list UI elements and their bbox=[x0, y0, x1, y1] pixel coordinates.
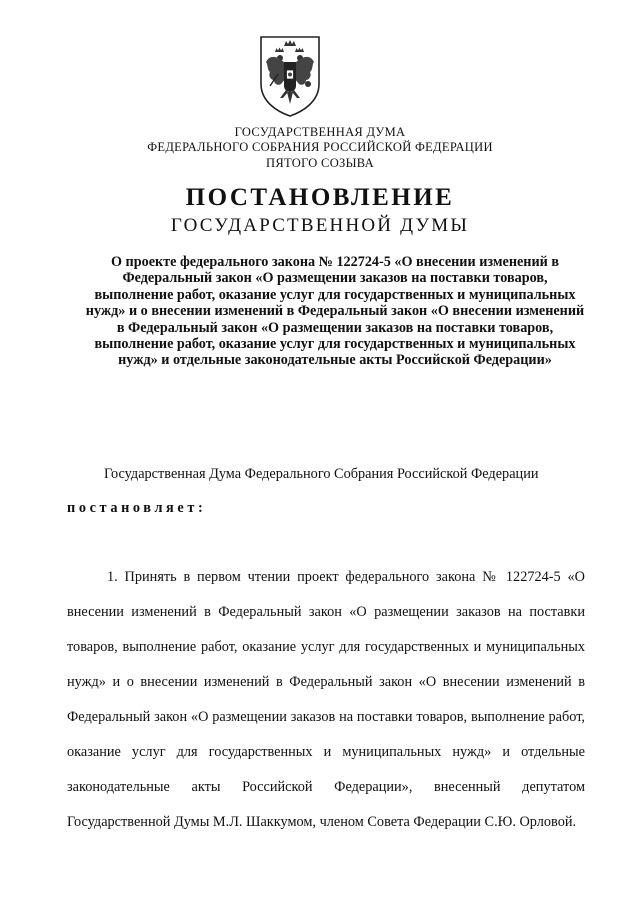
header-line-duma: ГОСУДАРСТВЕННАЯ ДУМА bbox=[234, 125, 406, 139]
header-line-convocation: ПЯТОГО СОЗЫВА bbox=[266, 156, 374, 170]
document-subtitle: ГОСУДАРСТВЕННОЙ ДУМЫ bbox=[170, 215, 470, 236]
coat-of-arms-emblem bbox=[258, 34, 322, 118]
resolves-word: постановляет: bbox=[67, 500, 207, 516]
resolution-item-1: 1. Принять в первом чтении проект федерального закона № 122724-5 «О внесении изменений в Федеральный закон «О размещении заказов на поставки товаров, выполнение работ, оказание услуг для государственных и муниципальных нужд» и о внесении изменений в Федеральный закон «О внесении изменений в Федеральный закон «О размещении заказов на поставки товаров, выполнение работ, оказание услуг для государственных и муниципальных нужд» и отдельные законодательные акты Российской Федерации», внесенный депутатом Государственной Думы М.Л. Шаккумом, членом Совета Федерации С.Ю. Орловой. bbox=[67, 569, 585, 830]
resolution-subject: О проекте федерального закона № 122724-5 «О внесении изменений в Федеральный закон «О размещении заказов на поставки товаров, выполнение работ, оказание услуг для государственных и муниципальных нужд» и о внесении изменений в Федеральный закон «О внесении изменений в Федеральный закон «О размещении заказов на поставки товаров, выполнение работ, оказание услуг для государственных и муниципальных нужд» и отдельные законодательные акты Российской Федерации» bbox=[85, 254, 585, 369]
preamble: Государственная Дума Федерального Собрания Российской Федерации bbox=[104, 466, 539, 482]
document-title: ПОСТАНОВЛЕНИЕ bbox=[185, 184, 455, 211]
header-line-assembly: ФЕДЕРАЛЬНОГО СОБРАНИЯ РОССИЙСКОЙ ФЕДЕРАЦИИ bbox=[147, 140, 493, 154]
